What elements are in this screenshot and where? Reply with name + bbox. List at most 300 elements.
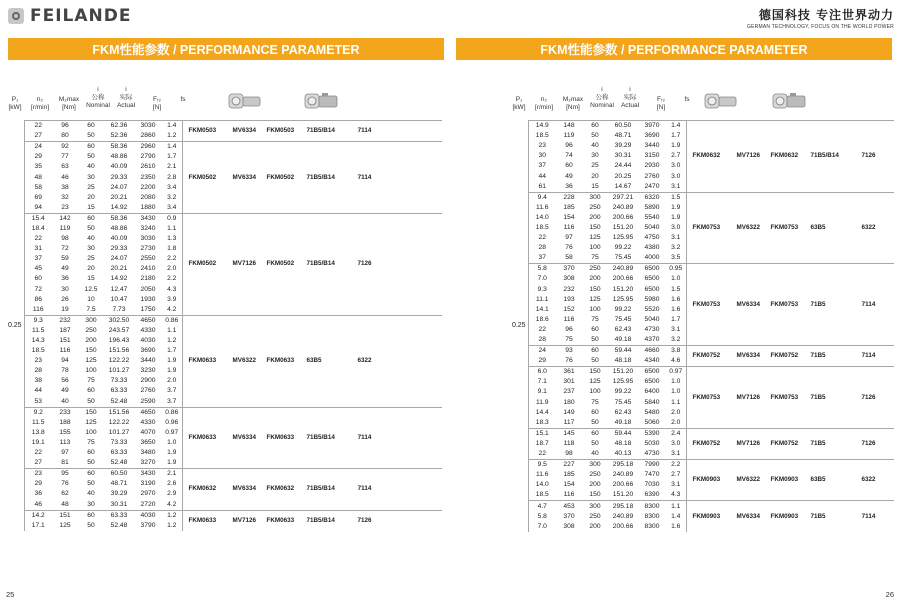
- table-cell: 12.5: [84, 285, 98, 293]
- table-cell: 2960: [134, 142, 162, 153]
- table-cell: 1.0: [167, 438, 177, 446]
- table-cell: 12.47: [110, 285, 128, 293]
- table-cell: 63: [61, 163, 69, 171]
- table-cell: 81: [61, 459, 69, 467]
- model-code: 71B5: [810, 512, 826, 520]
- table-cell: 0.86: [162, 315, 182, 326]
- table-cell: 2760: [644, 172, 660, 180]
- table-row: [6, 407, 442, 418]
- table-cell: 50: [591, 357, 599, 365]
- table-cell: 5840: [644, 398, 660, 406]
- table-cell: 52.48: [110, 521, 128, 529]
- table-cell: 302.50: [104, 315, 134, 326]
- model-code: 6322: [357, 357, 372, 365]
- table-cell: 98: [61, 235, 69, 243]
- table-cell: 30: [538, 152, 546, 160]
- table-cell: 1.2: [167, 132, 177, 140]
- table-cell: 2.4: [666, 428, 686, 439]
- table-cell: 36: [34, 490, 42, 498]
- table-cell: 20: [87, 193, 95, 201]
- table-cell: 151: [59, 337, 71, 345]
- table-cell: 50: [591, 439, 599, 447]
- table-cell: 151.56: [104, 407, 134, 418]
- table-cell: 118: [563, 439, 575, 447]
- model-code: FKM0633: [266, 433, 295, 441]
- table-cell: 8300: [638, 501, 666, 512]
- table-cell: 75: [591, 315, 599, 323]
- table-cell: 29.33: [110, 173, 128, 181]
- model-code: FKM0502: [188, 173, 217, 181]
- table-cell: 15.4: [24, 213, 52, 224]
- table-cell: 122.22: [108, 418, 130, 426]
- model-code: FKM0903: [770, 476, 799, 484]
- table-cell: 28: [34, 367, 42, 375]
- table-cell: 148: [556, 121, 582, 132]
- table-cell: 250: [582, 264, 608, 275]
- table-cell: 1750: [140, 305, 156, 313]
- table-cell: 4.7: [528, 501, 556, 512]
- table-cell: 62.36: [104, 121, 134, 132]
- table-cell: 39.29: [614, 142, 632, 150]
- table-cell: 18.4: [31, 224, 45, 232]
- table-cell: 5.8: [528, 264, 556, 275]
- table-cell: 232: [52, 315, 78, 326]
- table-cell: 122.22: [108, 357, 130, 365]
- page-number: 26: [885, 590, 894, 599]
- model-code: FKM0632: [266, 485, 295, 493]
- model-code: 71B5/B14: [306, 516, 335, 524]
- table-row: [6, 121, 442, 132]
- table-cell: 4330: [140, 326, 156, 334]
- table-cell: 28: [538, 244, 546, 252]
- table-cell: 151.20: [612, 285, 634, 293]
- table-cell: 24.07: [110, 183, 128, 191]
- table-cell: 453: [556, 501, 582, 512]
- table-cell: 25: [591, 162, 599, 170]
- table-cell: 1.9: [671, 213, 681, 221]
- model-code: FKM0502: [266, 260, 295, 268]
- table-cell: 50: [87, 459, 95, 467]
- table-cell: 6.0: [528, 367, 556, 378]
- table-cell: 17.1: [31, 521, 45, 529]
- table-cell: 250: [589, 471, 601, 479]
- table-cell: 1.1: [671, 398, 681, 406]
- table-cell: 49: [61, 387, 69, 395]
- table-cell: 22: [538, 450, 546, 458]
- table-cell: 180: [563, 398, 575, 406]
- table-cell: 2.7: [671, 152, 681, 160]
- page-title-banner: FKM性能参数 / PERFORMANCE PARAMETER: [456, 38, 892, 60]
- table-cell: 233: [52, 407, 78, 418]
- table-cell: 200: [589, 481, 601, 489]
- table-cell: 1.9: [671, 203, 681, 211]
- table-cell: 11.5: [31, 418, 45, 426]
- table-cell: 61: [538, 182, 546, 190]
- table-cell: 23: [61, 203, 69, 211]
- model-code: MV7126: [736, 393, 760, 401]
- model-code: 71B5/B14: [306, 173, 335, 181]
- table-cell: 36: [61, 275, 69, 283]
- table-cell: 154: [563, 481, 575, 489]
- table-cell: 1.7: [167, 347, 177, 355]
- model-code: FKM0633: [188, 357, 217, 365]
- table-cell: 100: [589, 244, 601, 252]
- model-code: 71B5: [810, 439, 826, 447]
- table-cell: 2.9: [167, 490, 177, 498]
- table-cell: 2.2: [167, 275, 177, 283]
- table-cell: 50: [591, 132, 599, 140]
- table-cell: 25: [87, 255, 95, 263]
- model-code: 71B5: [810, 393, 826, 401]
- table-cell: 4380: [644, 244, 660, 252]
- table-cell: 48.71: [110, 480, 128, 488]
- table-cell: 1.1: [167, 224, 177, 232]
- model-code: FKM0753: [692, 223, 721, 231]
- table-cell: 240.89: [612, 471, 634, 479]
- header-service-factor: fs: [684, 96, 690, 103]
- table-cell: 59.44: [608, 346, 638, 357]
- table-cell: 60.50: [608, 121, 638, 132]
- table-cell: 1.9: [167, 357, 177, 365]
- table-cell: 75.45: [614, 398, 632, 406]
- slogan-en: GERMAN TECHNOLOGY, FOCUS ON THE WORLD POWER: [747, 24, 894, 30]
- table-cell: 48.18: [614, 357, 632, 365]
- table-cell: 1.1: [167, 326, 177, 334]
- model-code: 7126: [861, 393, 876, 401]
- header-ratio-actual: i 实际 Actual: [116, 86, 136, 109]
- table-cell: 1.2: [167, 521, 177, 529]
- table-cell: 3.7: [167, 387, 177, 395]
- table-cell: 15: [87, 203, 95, 211]
- table-cell: 50: [591, 336, 599, 344]
- table-cell: 2180: [140, 275, 156, 283]
- table-cell: 2050: [140, 285, 156, 293]
- table-cell: 72: [34, 285, 42, 293]
- model-code: MV7126: [736, 439, 760, 447]
- table-cell: 2410: [140, 265, 156, 273]
- brand-logo: [8, 6, 132, 26]
- table-cell: 30: [61, 285, 69, 293]
- table-cell: 76: [61, 480, 69, 488]
- table-cell: 116: [563, 315, 575, 323]
- table-cell: 2.7: [671, 471, 681, 479]
- table-cell: 75: [591, 398, 599, 406]
- table-cell: 96: [565, 142, 573, 150]
- model-code: 63B5: [810, 223, 826, 231]
- table-cell: 3440: [140, 357, 156, 365]
- table-cell: 5390: [638, 428, 666, 439]
- table-cell: 300: [582, 192, 608, 203]
- table-cell: 7.0: [537, 275, 547, 283]
- table-cell: 92: [52, 142, 78, 153]
- table-cell: 3030: [134, 121, 162, 132]
- header-power: P₁ [kW]: [512, 96, 526, 111]
- table-cell: 1.7: [671, 315, 681, 323]
- table-row: [510, 501, 894, 512]
- table-cell: 20: [87, 265, 95, 273]
- table-cell: 60: [78, 213, 104, 224]
- table-cell: 3.9: [167, 295, 177, 303]
- table-cell: 58: [565, 254, 573, 262]
- table-cell: 1.4: [666, 121, 686, 132]
- table-cell: 49: [565, 172, 573, 180]
- table-cell: 94: [61, 357, 69, 365]
- table-cell: 48.18: [614, 439, 632, 447]
- table-cell: 28: [538, 336, 546, 344]
- model-code: FKM0753: [770, 393, 799, 401]
- table-cell: 188: [59, 418, 71, 426]
- table-cell: 1.4: [162, 142, 182, 153]
- model-code: FKM0752: [692, 352, 721, 360]
- table-cell: 301: [563, 378, 575, 386]
- table-cell: 52.36: [110, 132, 128, 140]
- table-cell: 187: [59, 326, 71, 334]
- table-cell: 185: [563, 203, 575, 211]
- table-cell: 240.89: [612, 512, 634, 520]
- table-cell: 1.2: [167, 337, 177, 345]
- table-cell: 1.3: [167, 235, 177, 243]
- model-cell: [686, 367, 894, 429]
- header-service-factor: fs: [180, 96, 186, 103]
- table-cell: 116: [563, 491, 575, 499]
- table-cell: 20.21: [110, 265, 128, 273]
- table-cell: 30: [87, 500, 95, 508]
- table-cell: 240.89: [608, 264, 638, 275]
- model-code: FKM0503: [188, 127, 217, 135]
- model-code: 71B5: [810, 352, 826, 360]
- table-cell: 62.43: [614, 325, 632, 333]
- table-row: [6, 315, 442, 326]
- table-cell: 69: [34, 193, 42, 201]
- table-cell: 63.33: [110, 387, 128, 395]
- model-code: 7114: [861, 512, 876, 520]
- table-cell: 4.6: [671, 357, 681, 365]
- model-cell: [182, 315, 442, 407]
- table-cell: 49.18: [614, 418, 632, 426]
- table-cell: 151.20: [612, 223, 634, 231]
- table-cell: 98: [565, 450, 573, 458]
- table-cell: 63.33: [104, 510, 134, 521]
- table-cell: 94: [34, 203, 42, 211]
- table-cell: 2.0: [671, 418, 681, 426]
- table-cell: 200.66: [612, 481, 634, 489]
- table-cell: 60: [78, 510, 104, 521]
- table-cell: 228: [556, 192, 582, 203]
- table-cell: 44: [538, 172, 546, 180]
- table-header: [510, 86, 894, 118]
- table-cell: 60: [591, 325, 599, 333]
- table-cell: 14.67: [614, 182, 632, 190]
- table-cell: 11.6: [535, 203, 549, 211]
- table-cell: 29: [34, 480, 42, 488]
- table-cell: 7030: [644, 481, 660, 489]
- table-cell: 3690: [140, 347, 156, 355]
- model-cell: [182, 213, 442, 315]
- slogan-cn: 德国科技 专注世界动力: [758, 8, 894, 22]
- table-cell: 60: [591, 408, 599, 416]
- table-cell: 22: [24, 121, 52, 132]
- table-cell: 46: [61, 173, 69, 181]
- table-cell: 3790: [140, 521, 156, 529]
- model-code: FKM0752: [770, 439, 799, 447]
- header-speed: n₂ [r/min]: [30, 96, 50, 111]
- model-code: FKM0502: [266, 173, 295, 181]
- table-row: [6, 469, 442, 480]
- table-cell: 3650: [140, 438, 156, 446]
- table-cell: 196.43: [108, 337, 130, 345]
- table-cell: 2470: [644, 182, 660, 190]
- model-code: MV6334: [232, 485, 256, 493]
- table-cell: 14.92: [110, 275, 128, 283]
- table-cell: 22: [538, 234, 546, 242]
- model-code: MV7126: [736, 152, 760, 160]
- header-speed: n₂ [r/min]: [534, 96, 554, 111]
- table-cell: 76: [565, 244, 573, 252]
- table-cell: 0.97: [165, 428, 179, 436]
- table-cell: 2.2: [666, 460, 686, 471]
- table-cell: 60: [582, 346, 608, 357]
- table-cell: 150: [589, 223, 601, 231]
- table-cell: 59: [61, 255, 69, 263]
- model-cell: [182, 469, 442, 510]
- table-cell: 370: [563, 512, 575, 520]
- table-cell: 2.8: [167, 173, 177, 181]
- table-cell: 9.1: [537, 388, 547, 396]
- model-code: FKM0753: [770, 300, 799, 308]
- table-cell: 75.45: [614, 254, 632, 262]
- table-cell: 44: [34, 387, 42, 395]
- table-cell: 2610: [140, 163, 156, 171]
- table-cell: 58.36: [104, 213, 134, 224]
- table-cell: 101.27: [108, 428, 130, 436]
- table-cell: 2.1: [162, 469, 182, 480]
- table-cell: 75: [591, 254, 599, 262]
- table-cell: 3.4: [167, 203, 177, 211]
- table-cell: 150: [582, 367, 608, 378]
- table-cell: 4650: [134, 407, 162, 418]
- table-cell: 5480: [644, 408, 660, 416]
- table-cell: 6320: [638, 192, 666, 203]
- table-cell: 6500: [644, 285, 660, 293]
- table-cell: 4.3: [167, 285, 177, 293]
- table-cell: 193: [563, 295, 575, 303]
- model-code: 7126: [357, 260, 372, 268]
- model-cell: [686, 264, 894, 346]
- table-cell: 237: [563, 388, 575, 396]
- table-cell: 30: [87, 245, 95, 253]
- table-cell: 3.1: [671, 182, 681, 190]
- table-cell: 125: [59, 521, 71, 529]
- table-cell: 58.36: [104, 142, 134, 153]
- table-cell: 1.9: [167, 459, 177, 467]
- model-code: MV6334: [232, 127, 256, 135]
- table-cell: 30: [87, 173, 95, 181]
- table-cell: 3690: [644, 132, 660, 140]
- table-cell: 40.13: [614, 450, 632, 458]
- table-cell: 62.43: [614, 408, 632, 416]
- table-cell: 5030: [644, 439, 660, 447]
- table-cell: 150: [85, 347, 97, 355]
- table-cell: 60: [34, 275, 42, 283]
- table-cell: 1930: [140, 295, 156, 303]
- table-cell: 3.5: [671, 254, 681, 262]
- model-code: 71B5/B14: [306, 485, 335, 493]
- model-code: 7126: [861, 152, 876, 160]
- table-cell: 50: [87, 224, 95, 232]
- table-cell: 22: [538, 325, 546, 333]
- model-code: FKM0753: [692, 393, 721, 401]
- table-cell: 240.89: [612, 203, 634, 211]
- table-cell: 40: [87, 163, 95, 171]
- header-radial-load: Fᵣ₂ [N]: [152, 96, 162, 111]
- table-cell: 1.6: [671, 305, 681, 313]
- table-cell: 100: [589, 305, 601, 313]
- table-cell: 3.0: [671, 223, 681, 231]
- table-cell: 4.2: [167, 500, 177, 508]
- table-cell: 18.6: [535, 315, 549, 323]
- table-cell: 38: [34, 377, 42, 385]
- model-code: MV6334: [232, 433, 256, 441]
- table-cell: 14.3: [31, 337, 45, 345]
- table-cell: 0.95: [666, 264, 686, 275]
- brand-slogan: [747, 6, 894, 30]
- table-cell: 9.3: [537, 285, 547, 293]
- table-cell: 4070: [140, 428, 156, 436]
- table-cell: 24: [24, 142, 52, 153]
- table-cell: 60: [87, 387, 95, 395]
- table-cell: 100: [85, 428, 97, 436]
- table-cell: 5540: [644, 213, 660, 221]
- model-code: 71B5/B14: [306, 260, 335, 268]
- table-cell: 53: [34, 397, 42, 405]
- table-cell: 15.1: [528, 428, 556, 439]
- table-cell: 74: [565, 152, 573, 160]
- table-cell: 185: [563, 471, 575, 479]
- header-power: P₁ [kW]: [8, 96, 22, 111]
- table-cell: 3270: [140, 459, 156, 467]
- table-cell: 60.50: [104, 469, 134, 480]
- table-cell: 300: [582, 460, 608, 471]
- model-code: 63B5: [810, 476, 826, 484]
- table-cell: 2860: [140, 132, 156, 140]
- model-code: FKM0753: [770, 223, 799, 231]
- model-code: FKM0632: [692, 152, 721, 160]
- table-cell: 75.45: [614, 315, 632, 323]
- table-cell: 9.5: [528, 460, 556, 471]
- table-cell: 1.0: [671, 275, 681, 283]
- table-cell: 99.22: [614, 305, 632, 313]
- table-cell: 2970: [140, 490, 156, 498]
- table-cell: 116: [59, 347, 71, 355]
- model-code: 7114: [357, 485, 372, 493]
- model-code: 7114: [357, 127, 372, 135]
- model-code: FKM0502: [188, 260, 217, 268]
- brand-name: FEILANDE: [30, 6, 132, 26]
- table-cell: 18.5: [535, 491, 549, 499]
- table-cell: 52.48: [110, 397, 128, 405]
- table-cell: 125: [85, 357, 97, 365]
- table-cell: 40: [61, 397, 69, 405]
- model-code: 71B5/B14: [810, 152, 839, 160]
- table-row: [510, 367, 894, 378]
- table-cell: 4340: [644, 357, 660, 365]
- table-cell: 29: [34, 153, 42, 161]
- model-code: 6322: [861, 476, 876, 484]
- table-cell: 20.25: [614, 172, 632, 180]
- table-cell: 18.5: [535, 223, 549, 231]
- table-cell: 4750: [644, 234, 660, 242]
- model-code: MV6334: [232, 173, 256, 181]
